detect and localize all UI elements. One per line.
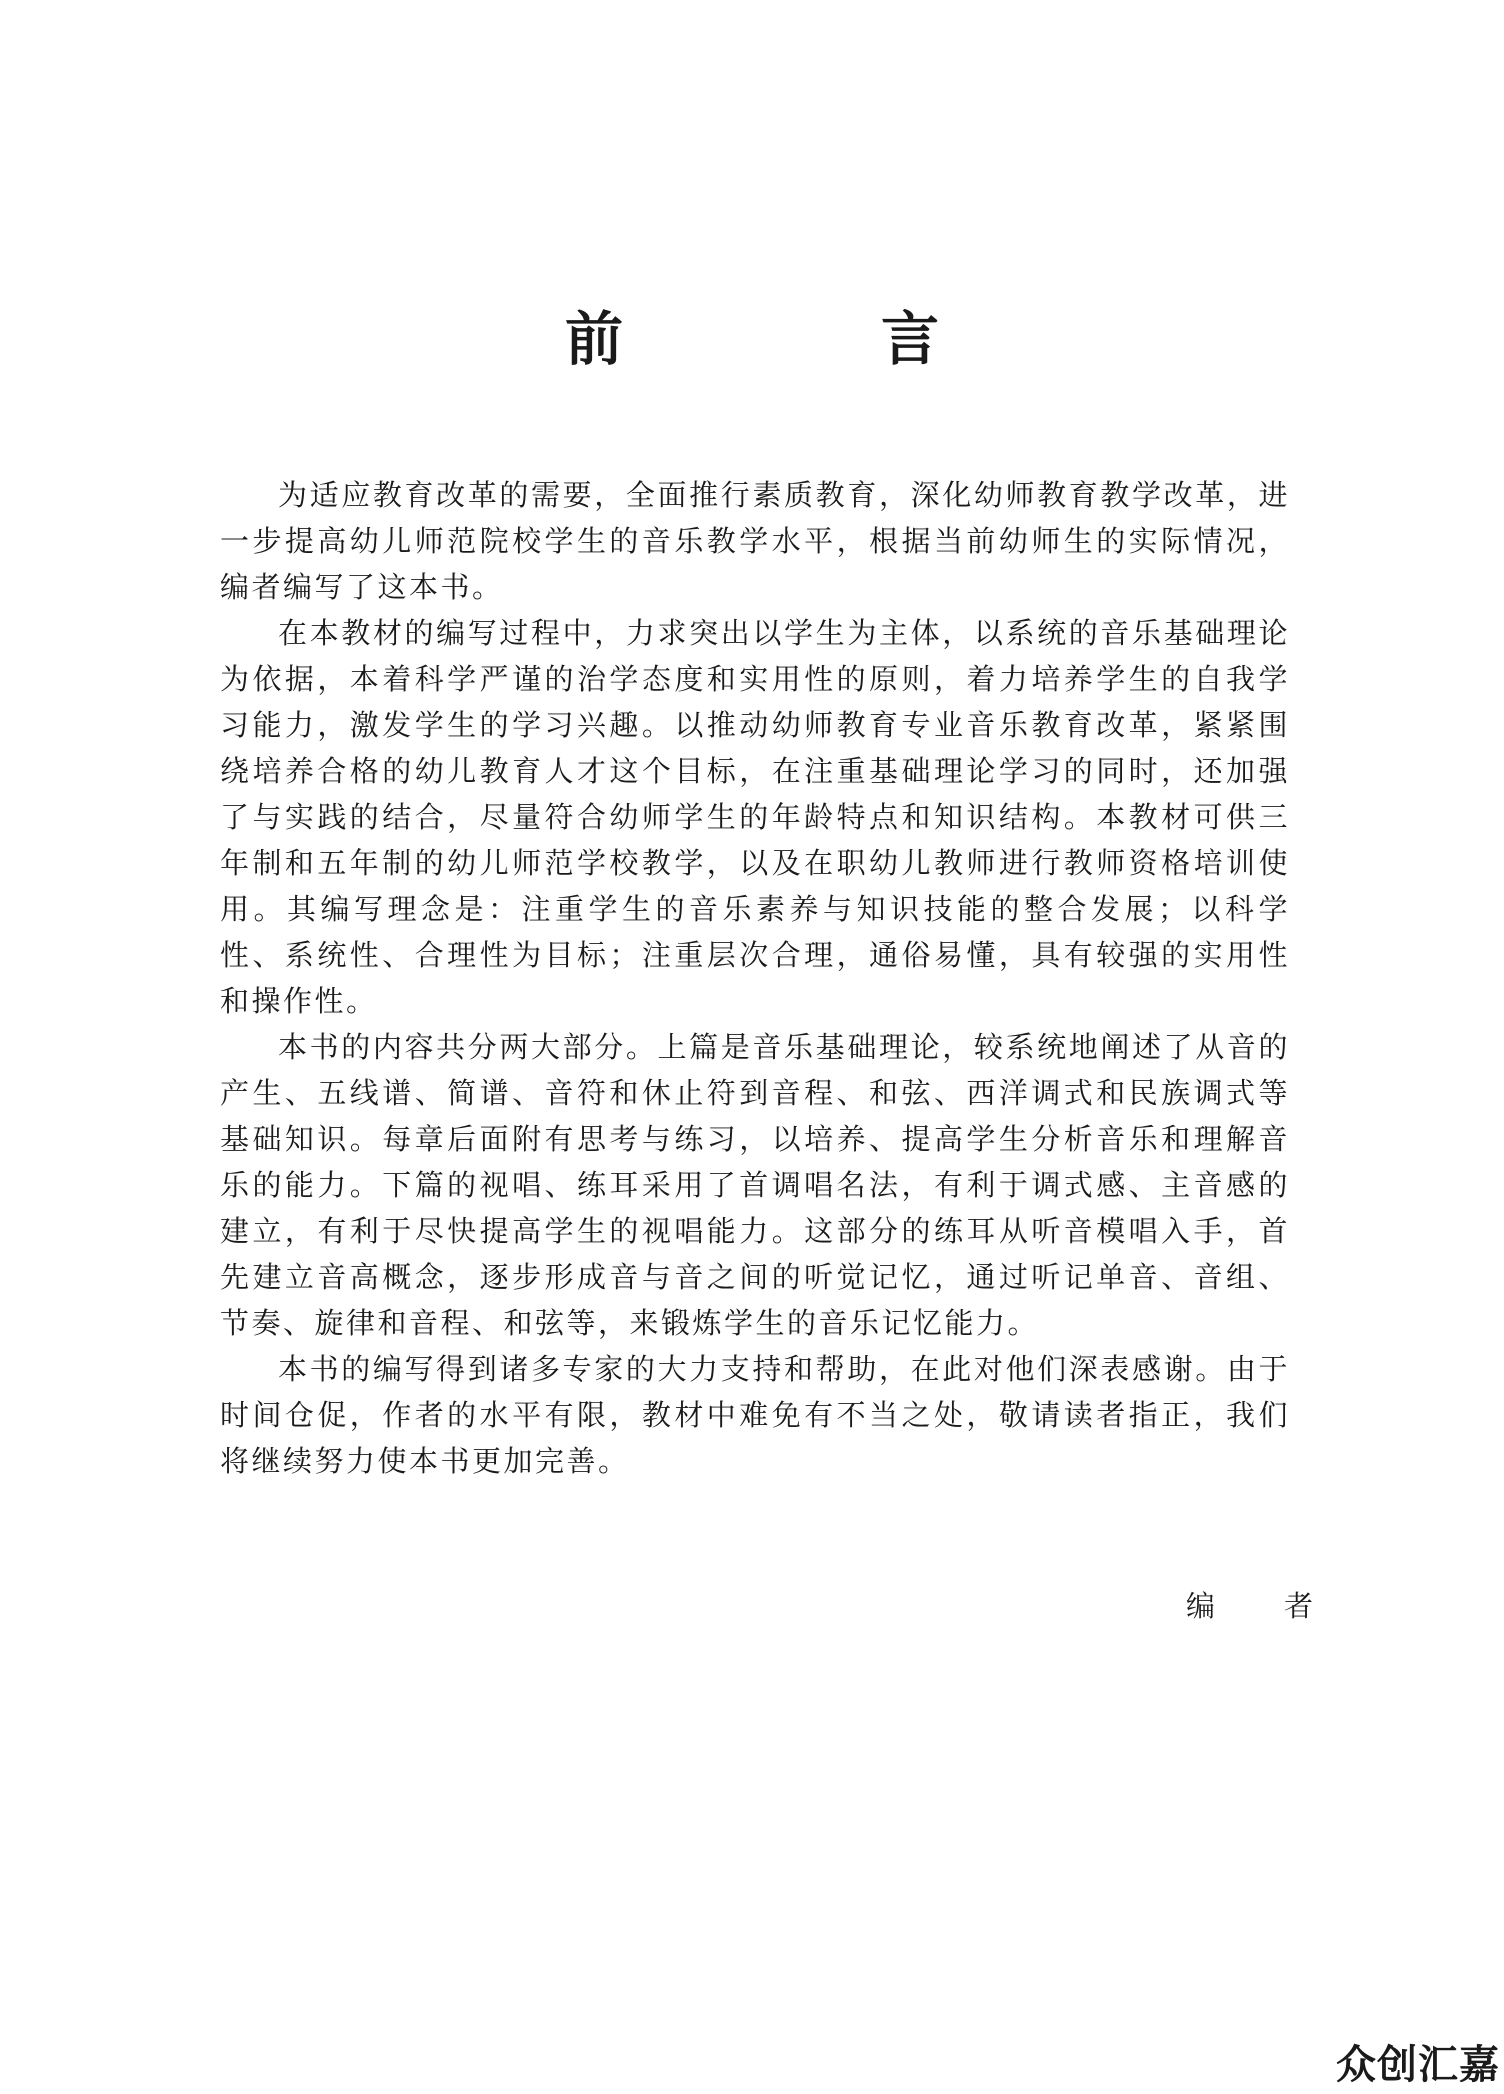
paragraph: 本书的内容共分两大部分。上篇是音乐基础理论，较系统地阐述了从音的产生、五线谱、简谱、音符和休止符到音程、和弦、西洋调式和民族调式等基础知识。每章后面附有思考与练习，以培养、提高学生分析音乐和理解音乐的能力。下篇的视唱、练耳采用了首调唱名法，有利于调式感、主音感的建立，有利于尽快提高学生的视唱能力。这部分的练耳从听音模唱入手，首先建立音高概念，逐步形成音与音之间的听觉记忆，通过听记单音、音组、节奏、旋律和音程、和弦等，来锻炼学生的音乐记忆能力。 [220,1030,1290,1340]
paragraph: 为适应教育改革的需要，全面推行素质教育，深化幼师教育教学改革，进一步提高幼儿师范院校学生的音乐教学水平，根据当前幼师生的实际情况，编者编写了这本书。 [220,478,1290,604]
author-signature: 编 者 [1186,1589,1334,1623]
watermark-logo: 众创汇嘉 [1336,2042,1500,2088]
paragraph: 本书的编写得到诸多专家的大力支持和帮助，在此对他们深表感谢。由于时间仓促，作者的水平有限，教材中难免有不当之处，敬请读者指正，我们将继续努力使本书更加完善。 [220,1352,1290,1478]
preface-body [220,472,1290,1484]
page-title: 前 言 [564,305,1039,373]
paragraph: 在本教材的编写过程中，力求突出以学生为主体，以系统的音乐基础理论为依据，本着科学严谨的治学态度和实用性的原则，着力培养学生的自我学习能力，激发学生的学习兴趣。以推动幼师教育专业音乐教育改革，紧紧围绕培养合格的幼儿教育人才这个目标，在注重基础理论学习的同时，还加强了与实践的结合，尽量符合幼师学生的年龄特点和知识结构。本教材可供三年制和五年制的幼儿师范学校教学，以及在职幼儿教师进行教师资格培训使用。其编写理念是：注重学生的音乐素养与知识技能的整合发展；以科学性、系统性、合理性为目标；注重层次合理，通俗易懂，具有较强的实用性和操作性。 [220,616,1290,1018]
